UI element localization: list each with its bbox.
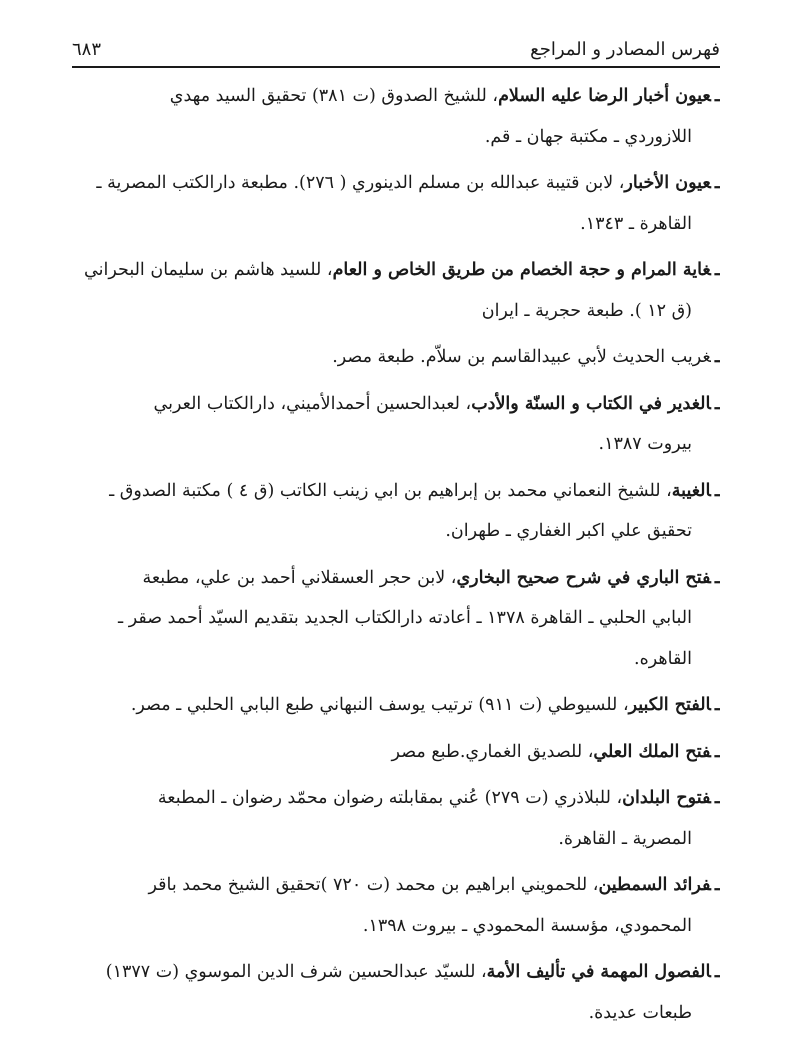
entry-line: المصرية ـ القاهرة. xyxy=(558,828,692,849)
entry-title: الفصول المهمة في تأليف الأمة xyxy=(486,962,711,982)
header-rule xyxy=(72,66,720,68)
entry-line: (ق ١٢ ). طبعة حجرية ـ ايران xyxy=(481,300,692,321)
entry-title: عيون الأخبار xyxy=(624,173,711,193)
bibliography-entry: ـغاية المرام و حجة الخصام من طريق الخاص و العام، للسيد هاشم بن سليمان البحراني (ق ١٢ ). طبعة حجرية ـ ايران xyxy=(72,250,720,331)
entry-line: المحمودي، مؤسسة المحمودي ـ بيروت ١٣٩٨. xyxy=(362,915,692,936)
bibliography-entry: ـعيون أخبار الرضا عليه السلام، للشيخ الصدوق (ت ٣٨١) تحقيق السيد مهدي اللازوردي ـ مكتبة جهان ـ قم. xyxy=(72,76,720,157)
entry-line: ، لابن حجر العسقلاني أحمد بن علي، مطبعة xyxy=(142,567,457,588)
entry-title: غاية المرام و حجة الخصام من طريق الخاص و العام xyxy=(332,260,711,280)
bibliography-entry: ـعيون الأخبار، لابن قتيبة عبدالله بن مسلم الدينوري ( ٢٧٦). مطبعة دارالكتب المصرية ـ القاهرة ـ ١٣٤٣. xyxy=(72,163,720,244)
bibliography-list xyxy=(72,76,720,1039)
entry-line: تحقيق علي اكبر الغفاري ـ طهران. xyxy=(445,521,692,541)
entry-line: ، لابن قتيبة عبدالله بن مسلم الدينوري ( ٢٧٦). مطبعة دارالكتب المصرية ـ xyxy=(96,173,625,193)
bibliography-entry: ـالفصول المهمة في تأليف الأمة، للسيّد عبدالحسين شرف الدين الموسوي (ت ١٣٧٧) طبعات عديدة. xyxy=(72,952,720,1033)
entry-line: القاهره. xyxy=(634,648,692,669)
entry-line: ، لعبدالحسين أحمدالأميني، دارالكتاب العربي xyxy=(153,393,472,414)
entry-line: القاهرة ـ ١٣٤٣. xyxy=(580,213,692,234)
entry-title: فتوح البلدان xyxy=(622,788,711,808)
entry-title: الفتح الكبير xyxy=(628,695,711,715)
entry-line: غريب الحديث لأبي عبيدالقاسم بن سلاّم. طبعة مصر. xyxy=(332,347,711,367)
bibliography-entry: ـفتح الباري في شرح صحيح البخاري، لابن حجر العسقلاني أحمد بن علي، مطبعة البابي الحلبي ـ القاهرة ١٣٧٨ ـ أعادته دارالكتاب الجديد بتقديم السيّد أحمد صقر ـ القاهره. xyxy=(72,558,720,680)
entry-line: ، للصديق الغماري.طبع مصر xyxy=(391,741,594,762)
entry-line: ، للشيخ الصدوق (ت ٣٨١) تحقيق السيد مهدي xyxy=(169,86,499,106)
entry-line: ، للسيّد عبدالحسين شرف الدين الموسوي (ت ١٣٧٧) xyxy=(105,962,487,982)
bibliography-entry: ـغريب الحديث لأبي عبيدالقاسم بن سلاّم. طبعة مصر. xyxy=(332,347,720,367)
bibliography-entry: ـفتح الملك العلي، للصديق الغماري.طبع مصر xyxy=(391,741,720,762)
entry-line: اللازوردي ـ مكتبة جهان ـ قم. xyxy=(484,126,692,147)
entry-title: فتح الملك العلي xyxy=(593,741,711,762)
entry-line: ، للحمويني ابراهيم بن محمد (ت ٧٢٠ )تحقيق الشيخ محمد باقر xyxy=(148,875,599,895)
bibliography-entry: ـالفتح الكبير، للسيوطي (ت ٩١١) ترتيب يوسف النبهاني طبع البابي الحلبي ـ مصر. xyxy=(130,695,720,715)
bibliography-entry: ـالغدير في الكتاب و السنّة والأدب، لعبدالحسين أحمدالأميني، دارالكتاب العربي بيروت ١٣٨٧. xyxy=(72,384,720,465)
page-number: ٦٨٣ xyxy=(72,39,102,60)
bibliography-entry: ـفرائد السمطين، للحمويني ابراهيم بن محمد (ت ٧٢٠ )تحقيق الشيخ محمد باقر المحمودي، مؤسسة المحمودي ـ بيروت ١٣٩٨. xyxy=(72,865,720,946)
entry-title: فتح الباري في شرح صحيح البخاري xyxy=(456,567,711,588)
header-title: فهرس المصادر و المراجع xyxy=(530,39,720,60)
entry-title: الغيبة xyxy=(671,480,711,501)
entry-title: عيون أخبار الرضا عليه السلام xyxy=(498,86,711,106)
entry-line: ، للسيوطي (ت ٩١١) ترتيب يوسف النبهاني طبع البابي الحلبي ـ مصر. xyxy=(130,695,629,715)
entry-line: ، للشيخ النعماني محمد بن إبراهيم بن ابي زينب الكاتب (ق ٤ ) مكتبة الصدوق ـ xyxy=(109,480,672,501)
bibliography-entry: ـفتوح البلدان، للبلاذري (ت ٢٧٩) عُني بمقابلته رضوان محمّد رضوان ـ المطبعة المصرية ـ القاهرة. xyxy=(72,778,720,859)
entry-line: ، للبلاذري (ت ٢٧٩) عُني بمقابلته رضوان محمّد رضوان ـ المطبعة xyxy=(157,788,623,808)
running-header xyxy=(72,30,720,60)
entry-line: طبعات عديدة. xyxy=(588,1002,692,1023)
bibliography-entry: ـالغيبة، للشيخ النعماني محمد بن إبراهيم بن ابي زينب الكاتب (ق ٤ ) مكتبة الصدوق ـ تحقيق علي اكبر الغفاري ـ طهران. xyxy=(72,471,720,552)
entry-line: ، للسيد هاشم بن سليمان البحراني xyxy=(84,260,333,280)
entry-title: فرائد السمطين xyxy=(598,875,711,895)
entry-line: البابي الحلبي ـ القاهرة ١٣٧٨ ـ أعادته دارالكتاب الجديد بتقديم السيّد أحمد صقر ـ xyxy=(118,608,692,628)
entry-title: الغدير في الكتاب و السنّة والأدب xyxy=(471,393,711,414)
entry-line: بيروت ١٣٨٧. xyxy=(598,434,692,454)
